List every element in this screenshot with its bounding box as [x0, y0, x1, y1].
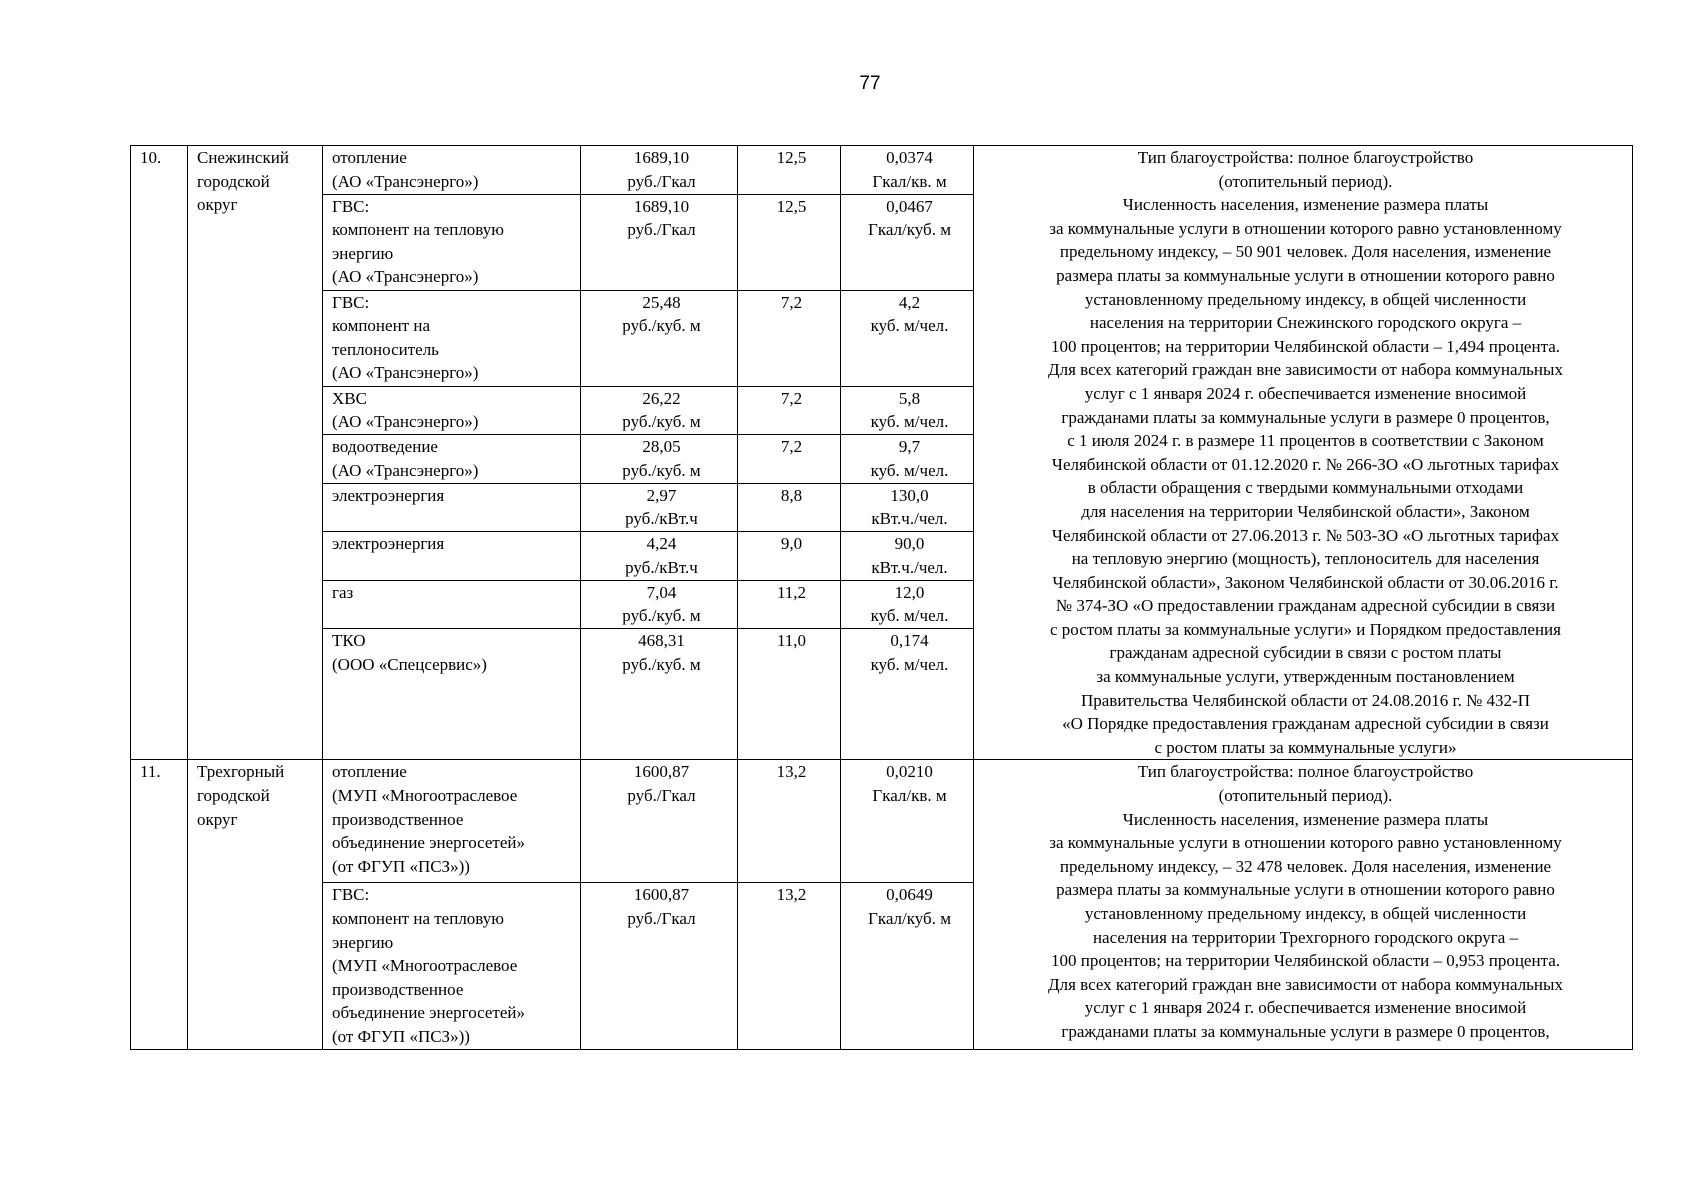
row-number: 10. [131, 146, 188, 760]
note-line: с ростом платы за коммунальные услуги» и Порядком предоставления [1050, 619, 1561, 639]
norm-value [841, 483, 974, 532]
norm-line: куб. м/чел. [870, 316, 949, 336]
tariff-value [581, 883, 738, 1049]
index-value: 8,8 [738, 483, 841, 532]
service-line: ГВС: [332, 885, 370, 905]
tariff-value [581, 532, 738, 581]
norm-value [841, 760, 974, 883]
tariff-line: 26,22 [642, 388, 681, 408]
norm-line: 0,174 [890, 631, 929, 651]
index-value: 12,5 [738, 194, 841, 290]
tariff-line: руб./Гкал [627, 909, 696, 929]
tariff-table [130, 145, 1633, 1050]
norm-value [841, 629, 974, 760]
norm-line: куб. м/чел. [870, 606, 949, 626]
index-value: 9,0 [738, 532, 841, 581]
district-line: Трехгорный [197, 762, 285, 782]
tariff-line: руб./куб. м [622, 655, 701, 675]
tariff-line: руб./Гкал [627, 786, 696, 806]
note-line: гражданам адресной субсидии в связи с ростом платы [1109, 643, 1502, 663]
norm-line: куб. м/чел. [870, 655, 949, 675]
note-line: Челябинской области», Законом Челябинской области от 30.06.2016 г. [1052, 572, 1559, 592]
table-row [131, 760, 1633, 883]
note-line: за коммунальные услуги, утвержденным постановлением [1096, 667, 1515, 687]
service-line: энергию [332, 932, 394, 952]
note-line: населения на территории Снежинского городского округа – [1089, 313, 1522, 333]
note-line: 100 процентов; на территории Челябинской области – 0,953 процента. [1050, 951, 1561, 971]
note-line: на тепловую энергию (мощность), теплоноситель для населения [1071, 549, 1540, 569]
tariff-value [581, 194, 738, 290]
index-value: 13,2 [738, 760, 841, 883]
service-name [323, 386, 581, 435]
service-line: (МУП «Многоотраслевое [332, 956, 518, 976]
tariff-line: руб./куб. м [622, 606, 701, 626]
index-value: 7,2 [738, 386, 841, 435]
tariff-line: руб./куб. м [622, 412, 701, 432]
service-line: (ООО «Спецсервис») [332, 655, 487, 675]
service-line: отопление [332, 762, 407, 782]
tariff-line: руб./Гкал [627, 220, 696, 240]
district-name [188, 146, 323, 760]
note-line: Челябинской области от 27.06.2013 г. № 503-ЗО «О льготных тарифах [1051, 525, 1560, 545]
service-name [323, 435, 581, 484]
tariff-value [581, 290, 738, 386]
service-line: ГВС: [332, 196, 370, 216]
service-line: водоотведение [332, 437, 438, 457]
tariff-line: руб./куб. м [622, 460, 701, 480]
service-name [323, 483, 581, 532]
tariff-line: руб./кВт.ч [625, 557, 698, 577]
norm-line: 5,8 [898, 388, 921, 408]
service-line: (от ФГУП «ПСЗ»)) [332, 1027, 470, 1046]
norm-line: Гкал/куб. м [868, 909, 951, 929]
note-line: услуг с 1 января 2024 г. обеспечивается изменение вносимой [1084, 998, 1527, 1018]
district-line: округ [197, 195, 238, 215]
district-line: городской [197, 786, 270, 806]
norm-line: куб. м/чел. [870, 412, 949, 432]
note-line: Тип благоустройства: полное благоустройство [1137, 762, 1474, 782]
norm-line: 12,0 [894, 582, 925, 602]
norm-value [841, 146, 974, 195]
note-line: для населения на территории Челябинской области», Законом [1081, 501, 1530, 521]
tariff-value [581, 580, 738, 629]
tariff-line: 468,31 [638, 631, 685, 651]
index-value: 13,2 [738, 883, 841, 1049]
note-line: предельному индексу, – 50 901 человек. Доля населения, изменение [1059, 242, 1552, 262]
service-name [323, 760, 581, 883]
service-name [323, 883, 581, 1049]
service-line: ХВС [332, 388, 367, 408]
tariff-value [581, 760, 738, 883]
norm-line: кВт.ч./чел. [871, 509, 948, 529]
service-line: (АО «Трансэнерго») [332, 412, 479, 432]
tariff-line: 1689,10 [633, 148, 690, 167]
district-line: городской [197, 171, 270, 191]
norm-line: 0,0649 [886, 885, 933, 905]
service-name [323, 146, 581, 195]
norm-line: 0,0374 [886, 148, 933, 167]
index-value: 11,0 [738, 629, 841, 760]
norm-value [841, 532, 974, 581]
service-name [323, 532, 581, 581]
index-value: 7,2 [738, 290, 841, 386]
tariff-value [581, 629, 738, 760]
service-name [323, 194, 581, 290]
district-line: Снежинский [197, 148, 289, 167]
norm-line: 130,0 [890, 485, 929, 505]
norm-line: Гкал/кв. м [872, 786, 947, 806]
service-line: отопление [332, 148, 407, 167]
service-line: электроэнергия [332, 485, 445, 505]
note-line: Для всех категорий граждан вне зависимости от набора коммунальных [1048, 974, 1563, 994]
note-line: Численность населения, изменение размера платы [1122, 809, 1489, 829]
note-line: услуг с 1 января 2024 г. обеспечивается изменение вносимой [1084, 383, 1527, 403]
note-line: (отопительный период). [1218, 171, 1393, 191]
norm-line: 4,2 [898, 292, 921, 312]
norm-line: 9,7 [898, 437, 921, 457]
note-line: № 374-ЗО «О предоставлении гражданам адресной субсидии в связи [1055, 596, 1556, 616]
note-text [974, 760, 1633, 1049]
table-row [131, 146, 1633, 195]
note-line: Численность населения, изменение размера платы [1122, 195, 1489, 215]
note-text [974, 146, 1633, 760]
note-line: Для всех категорий граждан вне зависимости от набора коммунальных [1048, 360, 1563, 380]
note-line: установленному предельному индексу, в общей численности [1084, 289, 1527, 309]
service-line: (от ФГУП «ПСЗ»)) [332, 856, 470, 876]
norm-line: 90,0 [894, 534, 925, 554]
index-value: 12,5 [738, 146, 841, 195]
note-line: (отопительный период). [1218, 786, 1393, 806]
service-line: энергию [332, 243, 394, 263]
service-line: (АО «Трансэнерго») [332, 267, 479, 287]
district-line: округ [197, 809, 238, 829]
norm-line: Гкал/кв. м [872, 171, 947, 191]
note-line: за коммунальные услуги в отношении которого равно установленному [1049, 218, 1562, 238]
note-line: Правительства Челябинской области от 24.08.2016 г. № 432-П [1080, 690, 1530, 710]
norm-line: куб. м/чел. [870, 460, 949, 480]
norm-line: кВт.ч./чел. [871, 557, 948, 577]
tariff-value [581, 146, 738, 195]
note-line: за коммунальные услуги в отношении которого равно установленному [1049, 833, 1562, 853]
note-line: с 1 июля 2024 г. в размере 11 процентов в соответствии с Законом [1067, 431, 1544, 451]
tariff-line: 4,24 [646, 534, 677, 554]
tariff-line: 1689,10 [633, 196, 690, 216]
note-line: в области обращения с твердыми коммунальными отходами [1087, 478, 1524, 498]
service-line: теплоноситель [332, 339, 439, 359]
service-line: производственное [332, 809, 464, 829]
note-line: предельному индексу, – 32 478 человек. Доля населения, изменение [1059, 856, 1552, 876]
norm-value [841, 435, 974, 484]
tariff-line: 7,04 [646, 582, 677, 602]
tariff-value [581, 435, 738, 484]
district-name [188, 760, 323, 1049]
service-line: ТКО [332, 631, 366, 651]
norm-line: 0,0210 [886, 762, 933, 782]
tariff-line: 28,05 [642, 437, 681, 457]
tariff-line: руб./кВт.ч [625, 509, 698, 529]
service-line: компонент на тепловую [332, 220, 504, 240]
note-line: размера платы за коммунальные услуги в отношении которого равно [1056, 880, 1555, 900]
service-name [323, 580, 581, 629]
note-line: Челябинской области от 01.12.2020 г. № 266-ЗО «О льготных тарифах [1051, 454, 1560, 474]
service-line: (АО «Трансэнерго») [332, 363, 479, 383]
index-value: 7,2 [738, 435, 841, 484]
norm-value [841, 290, 974, 386]
tariff-value [581, 386, 738, 435]
service-line: компонент на тепловую [332, 909, 504, 929]
service-line: (АО «Трансэнерго») [332, 460, 479, 480]
service-line: электроэнергия [332, 534, 445, 554]
note-line: размера платы за коммунальные услуги в отношении которого равно [1056, 265, 1555, 285]
note-line: 100 процентов; на территории Челябинской области – 1,494 процента. [1050, 336, 1561, 356]
service-line: производственное [332, 979, 464, 999]
row-number: 11. [131, 760, 188, 1049]
note-line: с ростом платы за коммунальные услуги» [1154, 737, 1457, 757]
tariff-line: 1600,87 [633, 762, 690, 782]
tariff-line: 2,97 [646, 485, 677, 505]
service-name [323, 629, 581, 760]
norm-line: Гкал/куб. м [868, 220, 951, 240]
service-line: ГВС: [332, 292, 370, 312]
note-line: Тип благоустройства: полное благоустройство [1137, 148, 1474, 167]
note-line: гражданами платы за коммунальные услуги в размере 0 процентов, [1061, 1021, 1550, 1041]
note-line: установленному предельному индексу, в общей численности [1084, 904, 1527, 923]
norm-value [841, 194, 974, 290]
service-line: (МУП «Многоотраслевое [332, 786, 518, 806]
note-line: «О Порядке предоставления гражданам адресной субсидии в связи [1062, 714, 1549, 734]
norm-value [841, 580, 974, 629]
page-number: 77 [859, 73, 881, 94]
service-line: газ [332, 582, 354, 602]
note-line: населения на территории Трехгорного городского округа – [1092, 927, 1519, 947]
tariff-line: руб./куб. м [622, 316, 701, 336]
service-name [323, 290, 581, 386]
norm-line: 0,0467 [886, 196, 933, 216]
norm-value [841, 883, 974, 1049]
tariff-line: 1600,87 [633, 885, 690, 905]
service-line: объединение энергосетей» [332, 833, 526, 853]
tariff-line: руб./Гкал [627, 171, 696, 191]
index-value: 11,2 [738, 580, 841, 629]
note-line: гражданами платы за коммунальные услуги в размере 0 процентов, [1061, 407, 1550, 427]
tariff-value [581, 483, 738, 532]
tariff-line: 25,48 [642, 292, 681, 312]
service-line: компонент на [332, 316, 430, 336]
norm-value [841, 386, 974, 435]
service-line: (АО «Трансэнерго») [332, 171, 479, 191]
service-line: объединение энергосетей» [332, 1003, 526, 1023]
